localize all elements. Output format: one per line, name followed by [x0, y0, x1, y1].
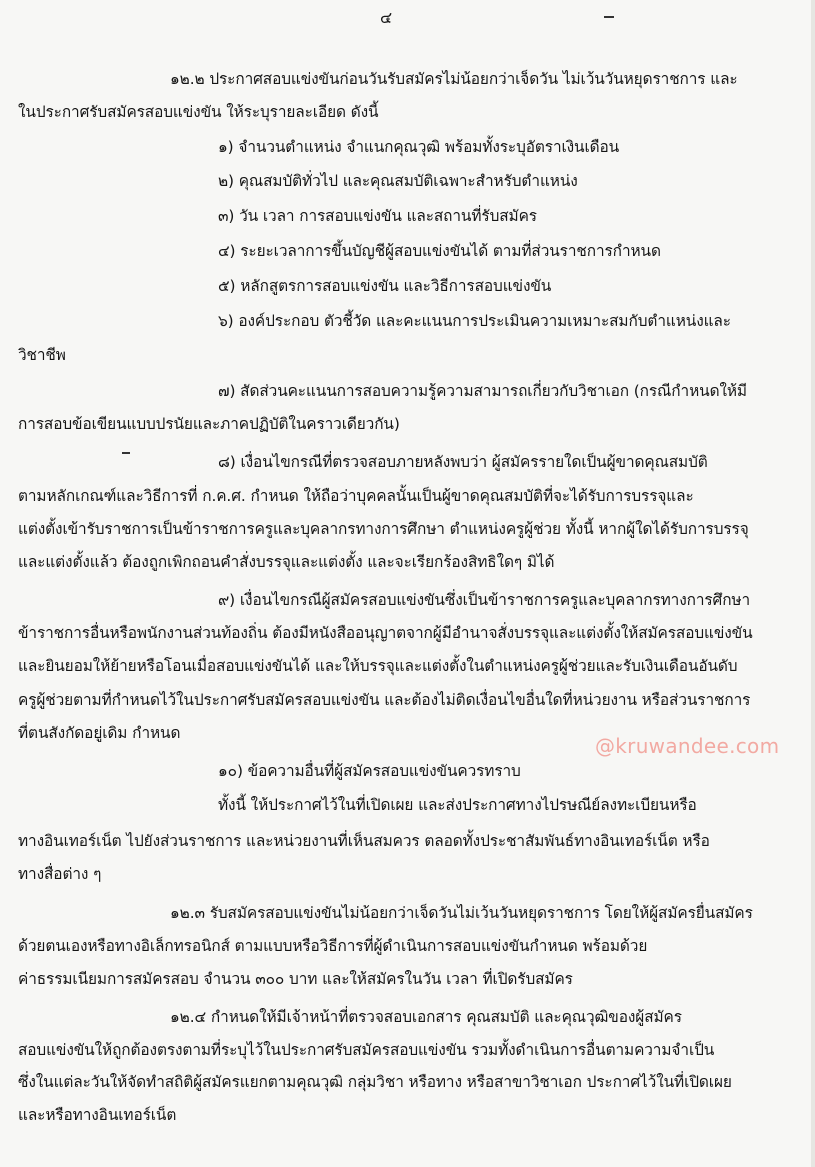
text-line: วิชาชีพ — [18, 346, 66, 364]
text-line: ๑) จำนวนตำแหน่ง จำแนกคุณวุฒิ พร้อมทั้งระบุอัตราเงินเดือน — [218, 138, 620, 156]
text-line: ทางอินเทอร์เน็ต ไปยังส่วนราชการ และหน่วยงานที่เห็นสมควร ตลอดทั้งประชาสัมพันธ์ทางอินเทอร์เน็ต หรือ — [18, 832, 710, 850]
text-line: ๓) วัน เวลา การสอบแข่งขัน และสถานที่รับสมัคร — [218, 207, 537, 225]
text-line: ๙) เงื่อนไขกรณีผู้สมัครสอบแข่งขันซึ่งเป็นข้าราชการครูและบุคลากรทางการศึกษา — [218, 591, 751, 609]
watermark: @kruwandee.com — [595, 734, 780, 758]
text-line: ครูผู้ช่วยตามที่กำหนดไว้ในประกาศรับสมัครสอบแข่งขัน และต้องไม่ติดเงื่อนไขอื่นใดที่หน่วยงาน หรือส่วนราชการ — [18, 691, 751, 709]
text-line: ๑๐) ข้อความอื่นที่ผู้สมัครสอบแข่งขันควรทราบ — [218, 762, 521, 780]
text-line: ๔) ระยะเวลาการขึ้นบัญชีผู้สอบแข่งขันได้ ตามที่ส่วนราชการกำหนด — [218, 242, 661, 260]
text-line: และแต่งตั้งแล้ว ต้องถูกเพิกถอนคำสั่งบรรจุและแต่งตั้ง และจะเรียกร้องสิทธิใดๆ มิได้ — [18, 553, 555, 571]
text-line: ๑๒.๓ รับสมัครสอบแข่งขันไม่น้อยกว่าเจ็ดวันไม่เว้นวันหยุดราชการ โดยให้ผู้สมัครยื่นสมัคร — [170, 904, 753, 922]
text-line: การสอบข้อเขียนแบบปรนัยและภาคปฏิบัติในคราวเดียวกัน) — [18, 415, 400, 433]
scan-mark — [122, 452, 130, 454]
text-line: ที่ตนสังกัดอยู่เดิม กำหนด — [18, 724, 181, 742]
text-line: ค่าธรรมเนียมการสมัครสอบ จำนวน ๓๐๐ บาท และให้สมัครในวัน เวลา ที่เปิดรับสมัคร — [18, 970, 573, 988]
text-line: ๖) องค์ประกอบ ตัวชี้วัด และคะแนนการประเมินความเหมาะสมกับตำแหน่งและ — [218, 312, 731, 330]
text-line: ในประกาศรับสมัครสอบแข่งขัน ให้ระบุรายละเอียด ดังนี้ — [18, 103, 379, 121]
text-line: ด้วยตนเองหรือทางอิเล็กทรอนิกส์ ตามแบบหรือวิธีการที่ผู้ดำเนินการสอบแข่งขันกำหนด พร้อมด้วย — [18, 937, 648, 955]
text-line: ๕) หลักสูตรการสอบแข่งขัน และวิธีการสอบแข่งขัน — [218, 277, 552, 295]
text-line: ๗) สัดส่วนคะแนนการสอบความรู้ความสามารถเกี่ยวกับวิชาเอก (กรณีกำหนดให้มี — [218, 382, 747, 400]
text-line: ทั้งนี้ ให้ประกาศไว้ในที่เปิดเผย และส่งประกาศทางไปรษณีย์ลงทะเบียนหรือ — [218, 796, 697, 814]
page-number: ๔ — [380, 8, 393, 27]
text-line: ตามหลักเกณฑ์และวิธีการที่ ก.ค.ศ. กำหนด ให้ถือว่าบุคคลนั้นเป็นผู้ขาดคุณสมบัติที่จะได้รับการบรรจุและ — [18, 487, 694, 505]
text-line: แต่งตั้งเข้ารับราชการเป็นข้าราชการครูและบุคลากรทางการศึกษา ตำแหน่งครูผู้ช่วย ทั้งนี้ หากผู้ใดได้รับการบรรจุ — [18, 520, 749, 538]
text-line: สอบแข่งขันให้ถูกต้องตรงตามที่ระบุไว้ในประกาศรับสมัครสอบแข่งขัน รวมทั้งดำเนินการอื่นตามความจำเป็น — [18, 1041, 715, 1059]
page-edge-shadow — [811, 0, 815, 1167]
text-line: ๘) เงื่อนไขกรณีที่ตรวจสอบภายหลังพบว่า ผู้สมัครรายใดเป็นผู้ขาดคุณสมบัติ — [218, 453, 708, 471]
text-line: ๒) คุณสมบัติทั่วไป และคุณสมบัติเฉพาะสำหรับตำแหน่ง — [218, 172, 578, 190]
text-line: และยินยอมให้ย้ายหรือโอนเมื่อสอบแข่งขันได้ และให้บรรจุและแต่งตั้งในตำแหน่งครูผู้ช่วยและรับเงินเดือนอันดับ — [18, 657, 738, 675]
scan-mark — [604, 16, 614, 18]
text-line: ๑๒.๒ ประกาศสอบแข่งขันก่อนวันรับสมัครไม่น้อยกว่าเจ็ดวัน ไม่เว้นวันหยุดราชการ และ — [170, 70, 738, 88]
text-line: ทางสื่อต่าง ๆ — [18, 865, 102, 883]
text-line: ๑๒.๔ กำหนดให้มีเจ้าหน้าที่ตรวจสอบเอกสาร คุณสมบัติ และคุณวุฒิของผู้สมัคร — [170, 1008, 682, 1026]
text-line: และหรือทางอินเทอร์เน็ต — [18, 1106, 177, 1124]
text-line: ข้าราชการอื่นหรือพนักงานส่วนท้องถิ่น ต้องมีหนังสืออนุญาตจากผู้มีอำนาจสั่งบรรจุและแต่งตั้งให้สมัครสอบแข่งขัน — [18, 624, 753, 642]
text-line: ซึ่งในแต่ละวันให้จัดทำสถิติผู้สมัครแยกตามคุณวุฒิ กลุ่มวิชา หรือทาง หรือสาขาวิชาเอก ประกาศไว้ในที่เปิดเผย — [18, 1073, 732, 1091]
